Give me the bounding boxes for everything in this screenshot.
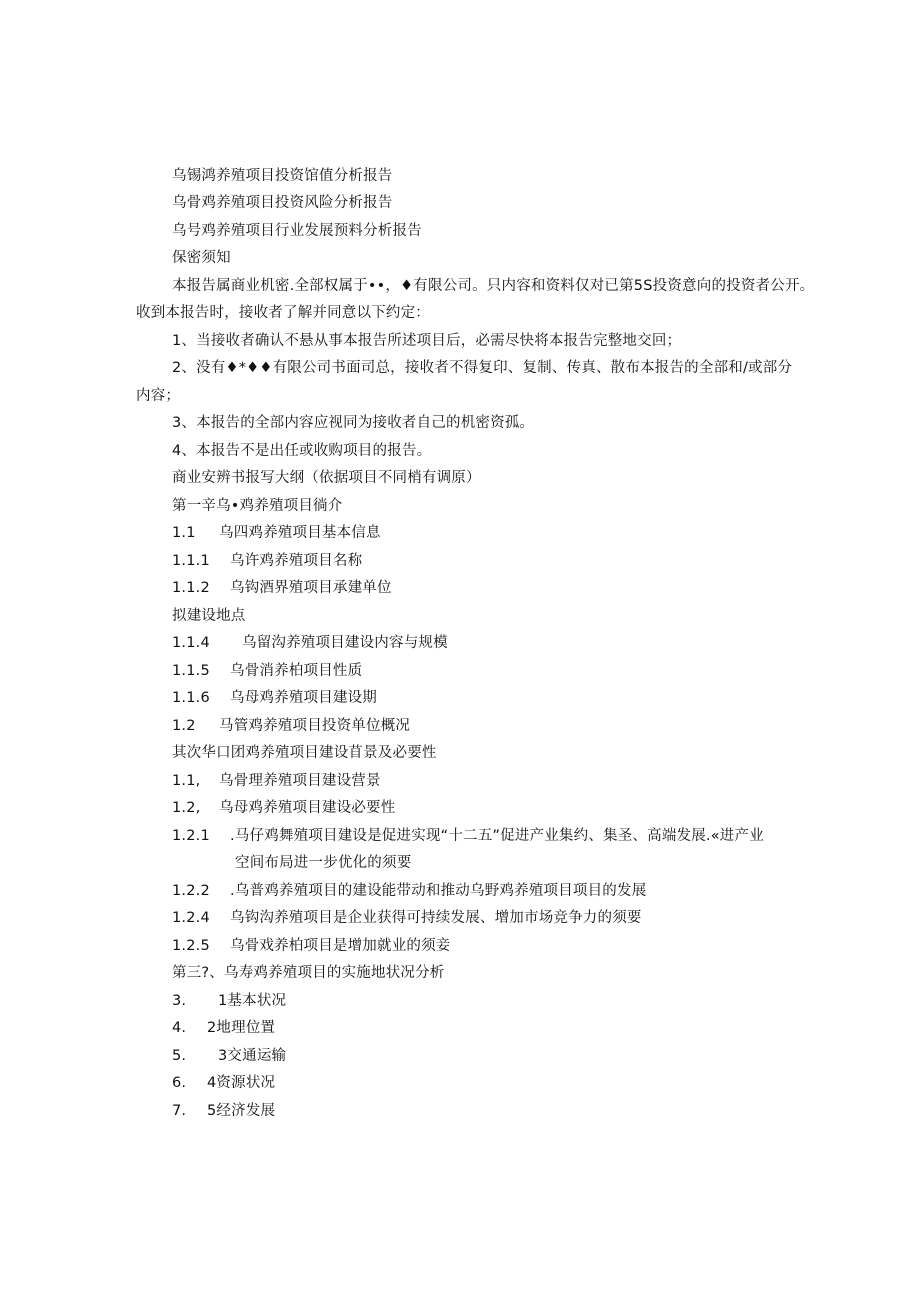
toc-text: 5经济发展: [207, 1103, 276, 1119]
toc-number: 7.: [172, 1103, 187, 1119]
toc-entry: [172, 661, 362, 681]
toc-number: 1.2: [172, 718, 196, 734]
agreement-item-1: 1、当接收者确认不悬从事本报告所述项目后，必需尽快将本报告完整地交回；: [172, 333, 682, 349]
toc-number: 3.: [172, 993, 187, 1009]
toc-text: 乌骨理养殖项目建设营景: [219, 773, 381, 789]
toc-number: 4.: [172, 1020, 187, 1036]
confidentiality-paragraph-line1: 本报告属商业机密.全部权属于••，♦有限公司。只内容和资料仅对已第5S投资意向的投资者公开。: [172, 278, 815, 294]
toc-entry: [172, 688, 377, 708]
agreement-item-4: 4、本报告不是出任或收购项目的报告。: [172, 443, 432, 459]
toc-number: 1.1.6: [172, 690, 210, 706]
toc-text: 3交通运输: [218, 1048, 287, 1064]
toc-text: .马仔鸡舞殖项目建设是促进实现“十二五”促进产业集约、集圣、高端发展.«进产业: [230, 828, 764, 844]
toc-entry: [172, 551, 362, 571]
agreement-item-2-line2: 内容；: [136, 388, 181, 404]
toc-text: 乌留沟养殖项目建设内容与规模: [242, 635, 448, 651]
confidentiality-paragraph-line2: 收到本报告时，接收者了解并同意以下约定：: [136, 305, 430, 321]
toc-text: 乌骨戏养柏项目是增加就业的须妾: [230, 938, 451, 954]
report-title-3: 乌号鸡养殖项目行业发展预料分析报告: [172, 223, 422, 239]
chapter-3-heading: 第三?、乌寿鸡养殖项目的实施地状况分析: [172, 965, 445, 981]
toc-number: 1.2.4: [172, 910, 210, 926]
toc-entry: [172, 991, 286, 1011]
toc-number: 1.1.1: [172, 553, 210, 569]
agreement-item-3: 3、本报告的全部内容应视同为接收者自己的机密资孤。: [172, 415, 535, 431]
toc-text: 乌母鸡养殖项目建设必要性: [219, 800, 396, 816]
toc-text: 乌四鸡养殖项目基本信息: [219, 525, 381, 541]
toc-entry: [172, 1018, 275, 1038]
toc-entry: [172, 716, 410, 736]
chapter-2-heading: 其次华口团鸡养殖项目建设苜景及必要性: [172, 745, 437, 761]
toc-number: 1.1: [172, 525, 196, 541]
toc-entry: [172, 881, 646, 901]
toc-number: 1.2.2: [172, 883, 210, 899]
toc-entry: [172, 1101, 275, 1121]
toc-text: .乌普鸡养殖项目的建设能带动和推动乌野鸡养殖项目项目的发展: [230, 883, 647, 899]
toc-entry: [172, 523, 381, 543]
toc-text: 2地理位置: [207, 1020, 276, 1036]
toc-text: 乌母鸡养殖项目建设期: [230, 690, 377, 706]
toc-number: 1.1,: [172, 773, 201, 789]
toc-entry: [172, 1046, 286, 1066]
toc-number: 1.2.1: [172, 828, 210, 844]
toc-number: 1.1.2: [172, 580, 210, 596]
toc-entry: [172, 936, 451, 956]
toc-text-continuation: 空间布局进一步优化的须要: [235, 855, 412, 871]
toc-entry: [172, 826, 764, 846]
toc-entry-plain: 拟建设地点: [172, 608, 246, 624]
outline-heading: 商业安辨书报写大纲（依据项目不同梢有调原）: [172, 470, 481, 486]
toc-number: 5.: [172, 1048, 187, 1064]
agreement-item-2-line1: 2、没有♦*♦♦有限公司书面司总，接收者不得复印、复制、传真、散布本报告的全部和/或部分: [172, 360, 793, 376]
toc-entry: [172, 908, 642, 928]
toc-text: 乌骨消养柏项目性质: [230, 663, 363, 679]
toc-entry: [172, 771, 381, 791]
toc-text: 乌钩酒界殖项目承建单位: [230, 580, 392, 596]
toc-number: 1.1.5: [172, 663, 210, 679]
report-title-2: 乌骨鸡养殖项目投资风险分析报告: [172, 195, 393, 211]
toc-text: 乌钩沟养殖项目是企业获得可持续发展、增加市场竞争力的须要: [230, 910, 642, 926]
toc-number: 6.: [172, 1075, 187, 1091]
toc-text: 马管鸡养殖项目投资单位概况: [219, 718, 411, 734]
chapter-1-heading: 第一辛乌•鸡养殖项目徜介: [172, 498, 343, 514]
toc-number: 1.2,: [172, 800, 201, 816]
toc-text: 1基本状况: [218, 993, 287, 1009]
report-title-1: 乌锡鸿养殖项目投资馆值分析报告: [172, 168, 393, 184]
toc-entry: [172, 633, 448, 653]
toc-entry: [172, 798, 395, 818]
toc-entry: [172, 1073, 275, 1093]
toc-text: 乌许鸡养殖项目名称: [230, 553, 363, 569]
toc-text: 4资源状况: [207, 1075, 276, 1091]
confidentiality-heading: 保密须知: [172, 250, 231, 266]
toc-entry: [172, 578, 392, 598]
toc-number: 1.2.5: [172, 938, 210, 954]
toc-number: 1.1.4: [172, 635, 210, 651]
